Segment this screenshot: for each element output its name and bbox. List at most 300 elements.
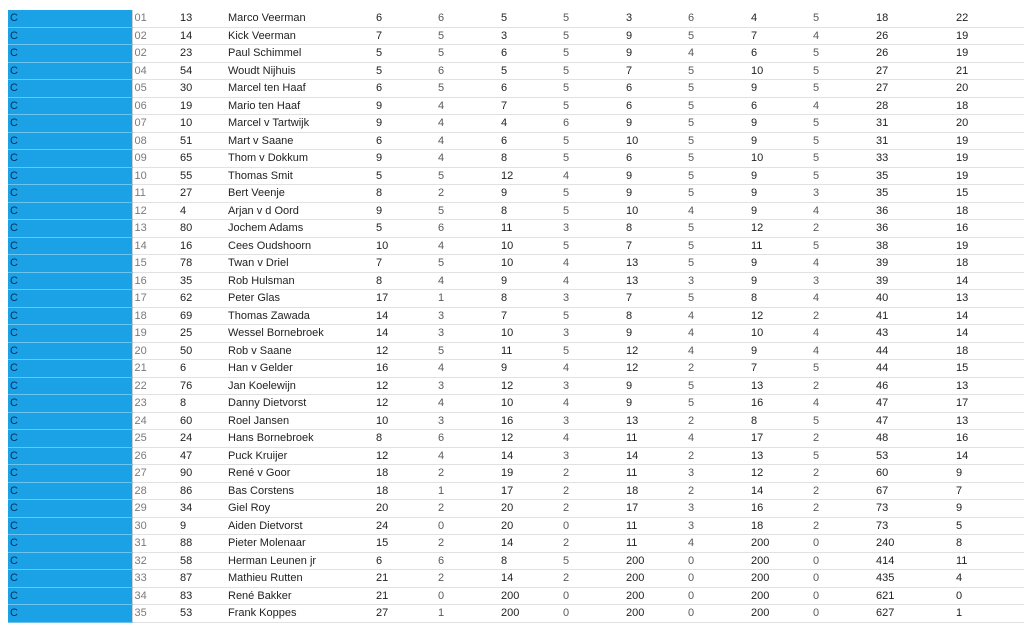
total-cell[interactable]: 621 [874, 587, 954, 605]
total-cell[interactable]: 60 [874, 465, 954, 483]
heat4-points-cell[interactable]: 4 [811, 202, 874, 220]
rider-name-cell[interactable]: Pieter Molenaar [224, 535, 374, 553]
rider-name-cell[interactable]: Puck Kruijer [224, 447, 374, 465]
heat4-points-cell[interactable]: 4 [811, 290, 874, 308]
heat2-result-cell[interactable]: 4 [499, 115, 561, 133]
heat1-points-cell[interactable]: 3 [436, 412, 499, 430]
heat3-points-cell[interactable]: 5 [686, 220, 749, 238]
heat3-result-cell[interactable]: 13 [624, 412, 686, 430]
heat4-points-cell[interactable]: 4 [811, 325, 874, 343]
heat1-result-cell[interactable]: 7 [374, 27, 436, 45]
heat4-points-cell[interactable]: 2 [811, 430, 874, 448]
rider-name-cell[interactable]: Bas Corstens [224, 482, 374, 500]
class-cell[interactable]: C [8, 97, 132, 115]
heat1-result-cell[interactable]: 8 [374, 430, 436, 448]
class-cell[interactable]: C [8, 307, 132, 325]
heat2-points-cell[interactable]: 4 [561, 430, 624, 448]
position-cell[interactable]: 01 [132, 10, 176, 27]
heat4-points-cell[interactable]: 5 [811, 115, 874, 133]
rider-number-cell[interactable]: 16 [176, 237, 224, 255]
class-cell[interactable]: C [8, 447, 132, 465]
rider-name-cell[interactable]: Cees Oudshoorn [224, 237, 374, 255]
heat4-result-cell[interactable]: 9 [749, 185, 811, 203]
heat2-points-cell[interactable]: 5 [561, 552, 624, 570]
heat3-points-cell[interactable]: 4 [686, 202, 749, 220]
heat1-points-cell[interactable]: 5 [436, 45, 499, 63]
heat2-points-cell[interactable]: 5 [561, 307, 624, 325]
class-cell[interactable]: C [8, 220, 132, 238]
heat4-result-cell[interactable]: 14 [749, 482, 811, 500]
heat2-points-cell[interactable]: 3 [561, 412, 624, 430]
heat1-result-cell[interactable]: 16 [374, 360, 436, 378]
heat4-result-cell[interactable]: 7 [749, 27, 811, 45]
rider-number-cell[interactable]: 9 [176, 517, 224, 535]
total-cell[interactable]: 36 [874, 220, 954, 238]
total-cell[interactable]: 627 [874, 605, 954, 623]
heat3-result-cell[interactable]: 11 [624, 517, 686, 535]
class-cell[interactable]: C [8, 185, 132, 203]
total-cell[interactable]: 28 [874, 97, 954, 115]
final-score-cell[interactable]: 18 [954, 342, 1024, 360]
heat3-points-cell[interactable]: 5 [686, 395, 749, 413]
final-score-cell[interactable]: 21 [954, 62, 1024, 80]
final-score-cell[interactable]: 13 [954, 290, 1024, 308]
heat1-result-cell[interactable]: 6 [374, 80, 436, 98]
total-cell[interactable]: 39 [874, 255, 954, 273]
rider-name-cell[interactable]: Bert Veenje [224, 185, 374, 203]
heat3-result-cell[interactable]: 200 [624, 570, 686, 588]
heat1-points-cell[interactable]: 4 [436, 272, 499, 290]
position-cell[interactable]: 20 [132, 342, 176, 360]
heat2-result-cell[interactable]: 6 [499, 80, 561, 98]
heat1-result-cell[interactable]: 24 [374, 517, 436, 535]
heat3-points-cell[interactable]: 5 [686, 167, 749, 185]
heat2-result-cell[interactable]: 200 [499, 587, 561, 605]
heat2-points-cell[interactable]: 5 [561, 185, 624, 203]
heat1-result-cell[interactable]: 7 [374, 255, 436, 273]
final-score-cell[interactable]: 14 [954, 447, 1024, 465]
heat4-points-cell[interactable]: 4 [811, 342, 874, 360]
total-cell[interactable]: 18 [874, 10, 954, 27]
position-cell[interactable]: 25 [132, 430, 176, 448]
position-cell[interactable]: 31 [132, 535, 176, 553]
heat4-points-cell[interactable]: 3 [811, 185, 874, 203]
heat4-points-cell[interactable]: 2 [811, 500, 874, 518]
heat4-points-cell[interactable]: 2 [811, 517, 874, 535]
heat2-result-cell[interactable]: 7 [499, 307, 561, 325]
position-cell[interactable]: 29 [132, 500, 176, 518]
heat3-result-cell[interactable]: 13 [624, 272, 686, 290]
final-score-cell[interactable]: 7 [954, 482, 1024, 500]
class-cell[interactable]: C [8, 587, 132, 605]
class-cell[interactable]: C [8, 272, 132, 290]
heat1-points-cell[interactable]: 2 [436, 570, 499, 588]
heat4-points-cell[interactable]: 0 [811, 552, 874, 570]
rider-name-cell[interactable]: Jan Koelewijn [224, 377, 374, 395]
heat2-result-cell[interactable]: 8 [499, 290, 561, 308]
rider-name-cell[interactable]: Marco Veerman [224, 10, 374, 27]
heat4-result-cell[interactable]: 12 [749, 465, 811, 483]
heat2-points-cell[interactable]: 3 [561, 290, 624, 308]
heat2-result-cell[interactable]: 10 [499, 395, 561, 413]
class-cell[interactable]: C [8, 115, 132, 133]
rider-number-cell[interactable]: 51 [176, 132, 224, 150]
rider-name-cell[interactable]: Marcel ten Haaf [224, 80, 374, 98]
heat2-result-cell[interactable]: 8 [499, 150, 561, 168]
heat3-points-cell[interactable]: 4 [686, 430, 749, 448]
heat4-result-cell[interactable]: 6 [749, 45, 811, 63]
heat3-points-cell[interactable]: 4 [686, 45, 749, 63]
rider-name-cell[interactable]: Twan v Driel [224, 255, 374, 273]
total-cell[interactable]: 46 [874, 377, 954, 395]
heat1-points-cell[interactable]: 2 [436, 185, 499, 203]
heat2-result-cell[interactable]: 12 [499, 430, 561, 448]
rider-number-cell[interactable]: 62 [176, 290, 224, 308]
rider-name-cell[interactable]: Danny Dietvorst [224, 395, 374, 413]
heat1-points-cell[interactable]: 5 [436, 342, 499, 360]
heat2-points-cell[interactable]: 5 [561, 97, 624, 115]
heat2-result-cell[interactable]: 20 [499, 517, 561, 535]
class-cell[interactable]: C [8, 552, 132, 570]
heat2-result-cell[interactable]: 6 [499, 45, 561, 63]
class-cell[interactable]: C [8, 27, 132, 45]
position-cell[interactable]: 28 [132, 482, 176, 500]
heat2-points-cell[interactable]: 2 [561, 465, 624, 483]
class-cell[interactable]: C [8, 290, 132, 308]
heat2-result-cell[interactable]: 17 [499, 482, 561, 500]
heat4-result-cell[interactable]: 200 [749, 587, 811, 605]
rider-name-cell[interactable]: Rob Hulsman [224, 272, 374, 290]
heat1-result-cell[interactable]: 12 [374, 342, 436, 360]
final-score-cell[interactable]: 19 [954, 27, 1024, 45]
position-cell[interactable]: 08 [132, 132, 176, 150]
heat1-points-cell[interactable]: 6 [436, 430, 499, 448]
class-cell[interactable]: C [8, 570, 132, 588]
total-cell[interactable]: 47 [874, 412, 954, 430]
position-cell[interactable]: 21 [132, 360, 176, 378]
class-cell[interactable]: C [8, 202, 132, 220]
total-cell[interactable]: 27 [874, 62, 954, 80]
heat4-result-cell[interactable]: 200 [749, 552, 811, 570]
heat3-points-cell[interactable]: 4 [686, 325, 749, 343]
final-score-cell[interactable]: 11 [954, 552, 1024, 570]
rider-number-cell[interactable]: 53 [176, 605, 224, 623]
rider-name-cell[interactable]: Thomas Zawada [224, 307, 374, 325]
heat4-points-cell[interactable]: 5 [811, 447, 874, 465]
heat4-points-cell[interactable]: 5 [811, 150, 874, 168]
rider-name-cell[interactable]: Roel Jansen [224, 412, 374, 430]
rider-number-cell[interactable]: 24 [176, 430, 224, 448]
heat1-points-cell[interactable]: 4 [436, 115, 499, 133]
rider-name-cell[interactable]: Mario ten Haaf [224, 97, 374, 115]
heat3-points-cell[interactable]: 5 [686, 150, 749, 168]
heat4-result-cell[interactable]: 9 [749, 80, 811, 98]
rider-number-cell[interactable]: 27 [176, 185, 224, 203]
final-score-cell[interactable]: 22 [954, 10, 1024, 27]
heat3-result-cell[interactable]: 9 [624, 395, 686, 413]
final-score-cell[interactable]: 0 [954, 587, 1024, 605]
heat4-result-cell[interactable]: 16 [749, 395, 811, 413]
heat1-result-cell[interactable]: 15 [374, 535, 436, 553]
rider-number-cell[interactable]: 47 [176, 447, 224, 465]
final-score-cell[interactable]: 13 [954, 377, 1024, 395]
heat4-points-cell[interactable]: 5 [811, 412, 874, 430]
total-cell[interactable]: 40 [874, 290, 954, 308]
heat3-points-cell[interactable]: 0 [686, 570, 749, 588]
heat1-result-cell[interactable]: 10 [374, 412, 436, 430]
heat2-result-cell[interactable]: 11 [499, 342, 561, 360]
heat3-result-cell[interactable]: 9 [624, 167, 686, 185]
heat4-result-cell[interactable]: 12 [749, 220, 811, 238]
heat2-result-cell[interactable]: 5 [499, 10, 561, 27]
heat4-result-cell[interactable]: 18 [749, 517, 811, 535]
heat1-points-cell[interactable]: 1 [436, 482, 499, 500]
heat2-points-cell[interactable]: 2 [561, 500, 624, 518]
class-cell[interactable]: C [8, 500, 132, 518]
final-score-cell[interactable]: 14 [954, 325, 1024, 343]
heat1-points-cell[interactable]: 6 [436, 552, 499, 570]
heat3-result-cell[interactable]: 18 [624, 482, 686, 500]
heat4-result-cell[interactable]: 13 [749, 377, 811, 395]
heat4-points-cell[interactable]: 5 [811, 45, 874, 63]
heat2-points-cell[interactable]: 4 [561, 395, 624, 413]
heat3-result-cell[interactable]: 3 [624, 10, 686, 27]
heat1-result-cell[interactable]: 12 [374, 395, 436, 413]
heat3-points-cell[interactable]: 4 [686, 307, 749, 325]
heat4-points-cell[interactable]: 5 [811, 80, 874, 98]
heat4-points-cell[interactable]: 5 [811, 62, 874, 80]
position-cell[interactable]: 17 [132, 290, 176, 308]
heat4-points-cell[interactable]: 0 [811, 605, 874, 623]
heat1-points-cell[interactable]: 6 [436, 62, 499, 80]
total-cell[interactable]: 44 [874, 342, 954, 360]
heat1-points-cell[interactable]: 1 [436, 290, 499, 308]
heat1-points-cell[interactable]: 6 [436, 10, 499, 27]
rider-name-cell[interactable]: Jochem Adams [224, 220, 374, 238]
heat3-result-cell[interactable]: 9 [624, 377, 686, 395]
heat4-result-cell[interactable]: 6 [749, 97, 811, 115]
heat4-points-cell[interactable]: 5 [811, 237, 874, 255]
heat2-result-cell[interactable]: 7 [499, 97, 561, 115]
heat4-points-cell[interactable]: 4 [811, 27, 874, 45]
final-score-cell[interactable]: 19 [954, 167, 1024, 185]
rider-number-cell[interactable]: 34 [176, 500, 224, 518]
heat4-result-cell[interactable]: 9 [749, 255, 811, 273]
heat2-result-cell[interactable]: 16 [499, 412, 561, 430]
heat3-points-cell[interactable]: 2 [686, 412, 749, 430]
final-score-cell[interactable]: 5 [954, 517, 1024, 535]
heat3-points-cell[interactable]: 5 [686, 255, 749, 273]
class-cell[interactable]: C [8, 45, 132, 63]
class-cell[interactable]: C [8, 167, 132, 185]
heat2-points-cell[interactable]: 4 [561, 360, 624, 378]
heat2-points-cell[interactable]: 5 [561, 45, 624, 63]
class-cell[interactable]: C [8, 360, 132, 378]
heat2-points-cell[interactable]: 5 [561, 342, 624, 360]
heat1-result-cell[interactable]: 6 [374, 552, 436, 570]
heat2-result-cell[interactable]: 8 [499, 552, 561, 570]
position-cell[interactable]: 30 [132, 517, 176, 535]
heat4-result-cell[interactable]: 8 [749, 412, 811, 430]
position-cell[interactable]: 05 [132, 80, 176, 98]
heat2-points-cell[interactable]: 5 [561, 27, 624, 45]
heat4-points-cell[interactable]: 0 [811, 535, 874, 553]
position-cell[interactable]: 13 [132, 220, 176, 238]
total-cell[interactable]: 240 [874, 535, 954, 553]
heat1-points-cell[interactable]: 4 [436, 360, 499, 378]
rider-name-cell[interactable]: Marcel v Tartwijk [224, 115, 374, 133]
rider-number-cell[interactable]: 10 [176, 115, 224, 133]
heat2-points-cell[interactable]: 2 [561, 482, 624, 500]
class-cell[interactable]: C [8, 465, 132, 483]
heat2-points-cell[interactable]: 3 [561, 220, 624, 238]
heat4-result-cell[interactable]: 16 [749, 500, 811, 518]
heat2-points-cell[interactable]: 3 [561, 377, 624, 395]
class-cell[interactable]: C [8, 412, 132, 430]
heat2-result-cell[interactable]: 11 [499, 220, 561, 238]
heat2-points-cell[interactable]: 0 [561, 587, 624, 605]
heat1-result-cell[interactable]: 18 [374, 482, 436, 500]
heat4-points-cell[interactable]: 5 [811, 10, 874, 27]
final-score-cell[interactable]: 19 [954, 237, 1024, 255]
rider-number-cell[interactable]: 80 [176, 220, 224, 238]
heat1-points-cell[interactable]: 3 [436, 325, 499, 343]
rider-number-cell[interactable]: 6 [176, 360, 224, 378]
heat1-points-cell[interactable]: 3 [436, 307, 499, 325]
heat3-points-cell[interactable]: 0 [686, 605, 749, 623]
rider-number-cell[interactable]: 30 [176, 80, 224, 98]
heat1-points-cell[interactable]: 4 [436, 395, 499, 413]
heat2-result-cell[interactable]: 14 [499, 570, 561, 588]
final-score-cell[interactable]: 19 [954, 150, 1024, 168]
position-cell[interactable]: 16 [132, 272, 176, 290]
final-score-cell[interactable]: 15 [954, 185, 1024, 203]
position-cell[interactable]: 19 [132, 325, 176, 343]
final-score-cell[interactable]: 19 [954, 132, 1024, 150]
rider-number-cell[interactable]: 13 [176, 10, 224, 27]
position-cell[interactable]: 32 [132, 552, 176, 570]
heat2-points-cell[interactable]: 0 [561, 605, 624, 623]
heat3-result-cell[interactable]: 9 [624, 325, 686, 343]
heat2-result-cell[interactable]: 12 [499, 377, 561, 395]
total-cell[interactable]: 73 [874, 517, 954, 535]
heat2-points-cell[interactable]: 5 [561, 237, 624, 255]
rider-name-cell[interactable]: Thomas Smit [224, 167, 374, 185]
heat2-points-cell[interactable]: 2 [561, 535, 624, 553]
rider-name-cell[interactable]: Wessel Bornebroek [224, 325, 374, 343]
position-cell[interactable]: 10 [132, 167, 176, 185]
heat4-points-cell[interactable]: 5 [811, 360, 874, 378]
class-cell[interactable]: C [8, 10, 132, 27]
rider-name-cell[interactable]: Peter Glas [224, 290, 374, 308]
position-cell[interactable]: 15 [132, 255, 176, 273]
position-cell[interactable]: 33 [132, 570, 176, 588]
total-cell[interactable]: 73 [874, 500, 954, 518]
total-cell[interactable]: 31 [874, 115, 954, 133]
heat4-result-cell[interactable]: 9 [749, 115, 811, 133]
heat3-result-cell[interactable]: 6 [624, 97, 686, 115]
rider-number-cell[interactable]: 69 [176, 307, 224, 325]
final-score-cell[interactable]: 9 [954, 465, 1024, 483]
heat4-result-cell[interactable]: 17 [749, 430, 811, 448]
class-cell[interactable]: C [8, 430, 132, 448]
heat4-points-cell[interactable]: 2 [811, 377, 874, 395]
total-cell[interactable]: 41 [874, 307, 954, 325]
heat4-result-cell[interactable]: 9 [749, 167, 811, 185]
heat2-points-cell[interactable]: 5 [561, 80, 624, 98]
heat3-result-cell[interactable]: 9 [624, 185, 686, 203]
rider-number-cell[interactable]: 60 [176, 412, 224, 430]
heat2-result-cell[interactable]: 19 [499, 465, 561, 483]
heat3-result-cell[interactable]: 6 [624, 150, 686, 168]
heat3-result-cell[interactable]: 13 [624, 255, 686, 273]
heat3-result-cell[interactable]: 10 [624, 202, 686, 220]
heat1-points-cell[interactable]: 0 [436, 587, 499, 605]
heat3-points-cell[interactable]: 2 [686, 447, 749, 465]
total-cell[interactable]: 33 [874, 150, 954, 168]
heat1-result-cell[interactable]: 14 [374, 325, 436, 343]
position-cell[interactable]: 24 [132, 412, 176, 430]
rider-number-cell[interactable]: 88 [176, 535, 224, 553]
final-score-cell[interactable]: 15 [954, 360, 1024, 378]
rider-name-cell[interactable]: Woudt Nijhuis [224, 62, 374, 80]
rider-number-cell[interactable]: 58 [176, 552, 224, 570]
class-cell[interactable]: C [8, 377, 132, 395]
final-score-cell[interactable]: 16 [954, 220, 1024, 238]
heat1-result-cell[interactable]: 21 [374, 587, 436, 605]
class-cell[interactable]: C [8, 132, 132, 150]
heat2-result-cell[interactable]: 6 [499, 132, 561, 150]
heat4-result-cell[interactable]: 9 [749, 342, 811, 360]
total-cell[interactable]: 38 [874, 237, 954, 255]
heat1-points-cell[interactable]: 2 [436, 500, 499, 518]
heat3-points-cell[interactable]: 5 [686, 97, 749, 115]
position-cell[interactable]: 22 [132, 377, 176, 395]
class-cell[interactable]: C [8, 535, 132, 553]
rider-number-cell[interactable]: 50 [176, 342, 224, 360]
heat2-points-cell[interactable]: 0 [561, 517, 624, 535]
heat3-result-cell[interactable]: 8 [624, 307, 686, 325]
heat1-result-cell[interactable]: 8 [374, 185, 436, 203]
rider-name-cell[interactable]: Mart v Saane [224, 132, 374, 150]
final-score-cell[interactable]: 18 [954, 255, 1024, 273]
heat3-result-cell[interactable]: 10 [624, 132, 686, 150]
class-cell[interactable]: C [8, 237, 132, 255]
heat3-result-cell[interactable]: 11 [624, 535, 686, 553]
heat4-result-cell[interactable]: 12 [749, 307, 811, 325]
position-cell[interactable]: 07 [132, 115, 176, 133]
position-cell[interactable]: 06 [132, 97, 176, 115]
total-cell[interactable]: 53 [874, 447, 954, 465]
rider-number-cell[interactable]: 35 [176, 272, 224, 290]
class-cell[interactable]: C [8, 80, 132, 98]
heat1-result-cell[interactable]: 10 [374, 237, 436, 255]
heat1-result-cell[interactable]: 17 [374, 290, 436, 308]
heat4-points-cell[interactable]: 4 [811, 255, 874, 273]
total-cell[interactable]: 43 [874, 325, 954, 343]
heat4-result-cell[interactable]: 200 [749, 535, 811, 553]
heat1-result-cell[interactable]: 12 [374, 447, 436, 465]
heat3-points-cell[interactable]: 0 [686, 552, 749, 570]
rider-number-cell[interactable]: 23 [176, 45, 224, 63]
heat3-points-cell[interactable]: 3 [686, 517, 749, 535]
heat4-result-cell[interactable]: 10 [749, 325, 811, 343]
rider-number-cell[interactable]: 8 [176, 395, 224, 413]
heat1-points-cell[interactable]: 4 [436, 97, 499, 115]
heat3-result-cell[interactable]: 7 [624, 290, 686, 308]
class-cell[interactable]: C [8, 517, 132, 535]
rider-number-cell[interactable]: 4 [176, 202, 224, 220]
